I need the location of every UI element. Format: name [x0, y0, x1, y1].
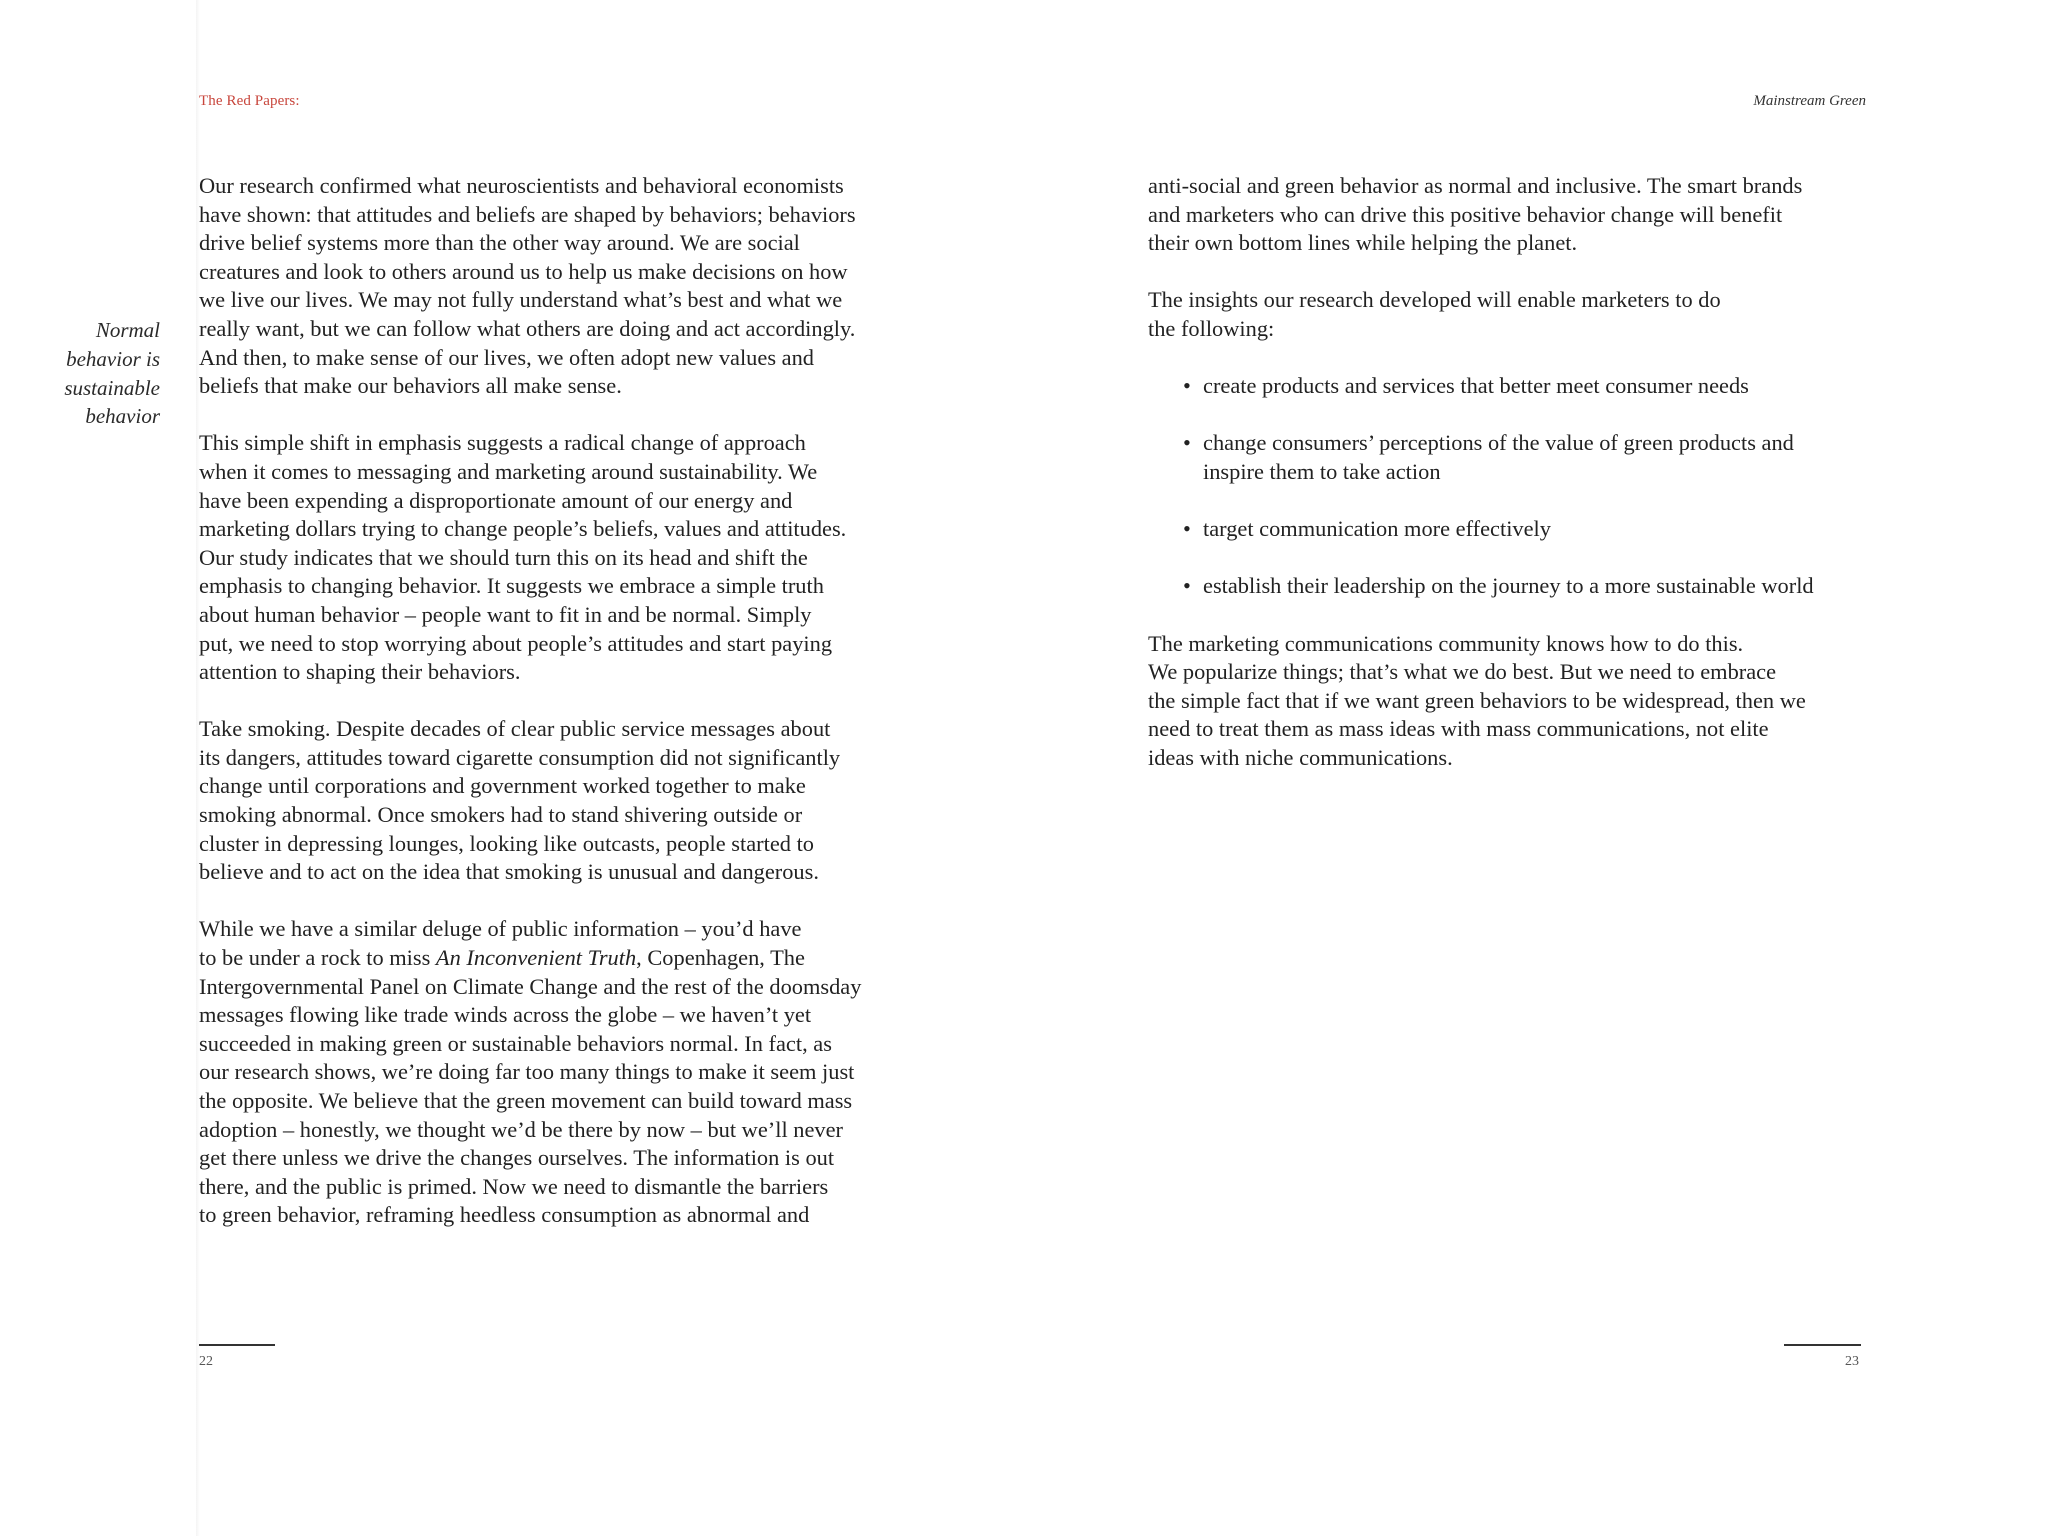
folio-rule-left: [199, 1344, 275, 1346]
body-paragraph: [199, 915, 939, 1230]
list-item: [1148, 429, 1868, 486]
running-head-series-title: The Red Papers:: [199, 93, 300, 109]
film-title: An Inconvenient Truth: [435, 945, 637, 971]
left-page-body: [199, 172, 939, 1259]
page-number-right: 23: [1845, 1354, 1859, 1369]
margin-pull-quote-text: Normal behavior is sustainable behavior: [64, 318, 160, 429]
list-item-text: establish their leadership on the journey to a more sustainable world: [1203, 573, 1814, 599]
list-item: [1148, 372, 1868, 401]
body-paragraph: Our research confirmed what neuroscientists and behavioral economists have shown: that attitudes and beliefs are shaped by behaviors; behaviors drive belief systems more than the other way around. We are social creatures and look to others around us to help us make decisions on how we live our lives. We may not fully understand what’s best and what we really want, but we can follow what others are doing and act accordingly. And then, to make sense of our lives, we often adopt new values and beliefs that make our behaviors all make sense.: [199, 173, 856, 399]
list-item-text: target communication more effectively: [1203, 516, 1551, 542]
body-paragraph: The marketing communications community knows how to do this. We popularize things; that’s what we do best. But we need to embrace the simple fact that if we want green behaviors to be widespread, then we need to treat them as mass ideas with mass communications, not elite ideas with niche communications.: [1148, 630, 1806, 770]
list-item-text: create products and services that better meet consumer needs: [1203, 373, 1749, 399]
bullet-icon: •: [1183, 516, 1191, 542]
bullet-icon: •: [1183, 573, 1191, 599]
body-paragraph: Take smoking. Despite decades of clear public service messages about its dangers, attitudes toward cigarette consumption did not significantly change until corporations and government worked together to make smoking abnormal. Once smokers had to stand shivering outside or cluster in depressing lounges, looking like outcasts, people started to believe and to act on the idea that smoking is unusual and dangerous.: [199, 716, 841, 885]
folio-rule-right: [1784, 1344, 1861, 1346]
body-paragraph: The insights our research developed will enable marketers to do the following:: [1148, 287, 1721, 341]
right-page-body: [1148, 172, 1868, 801]
list-item: [1148, 572, 1868, 601]
running-head-chapter-title: Mainstream Green: [1753, 93, 1866, 109]
body-text-segment: While we have a similar deluge of public information – you’d have to be under a rock to miss: [199, 916, 802, 971]
benefits-list: [1148, 372, 1868, 601]
body-paragraph: anti-social and green behavior as normal and inclusive. The smart brands and marketers who can drive this positive behavior change will benefit their own bottom lines while helping the planet.: [1148, 173, 1803, 256]
list-item: [1148, 515, 1868, 544]
margin-pull-quote: [52, 316, 160, 431]
page-number-left: 22: [199, 1354, 213, 1369]
list-item-text: change consumers’ perceptions of the value of green products and inspire them to take action: [1203, 430, 1794, 484]
bullet-icon: •: [1183, 373, 1191, 399]
bullet-icon: •: [1183, 430, 1191, 456]
body-text-segment: , Copenhagen, The Intergovernmental Panel on Climate Change and the rest of the doomsday messages flowing like trade winds across the globe – we haven’t yet succeeded in making green or sustainable behaviors normal. In fact, as our research shows, we’re doing far too many things to make it seem just the opposite. We believe that the green movement can build toward mass adoption – honestly, we thought we’d be there by now – but we’ll never get there unless we drive the changes ourselves. The information is out there, and the public is primed. Now we need to dismantle the barriers to green behavior, reframing heedless consumption as abnormal and: [199, 945, 862, 1228]
body-paragraph: This simple shift in emphasis suggests a radical change of approach when it comes to messaging and marketing around sustainability. We have been expending a disproportionate amount of our energy and marketing dollars trying to change people’s beliefs, values and attitudes. Our study indicates that we should turn this on its head and shift the emphasis to changing behavior. It suggests we embrace a simple truth about human behavior – people want to fit in and be normal. Simply put, we need to stop worrying about people’s attitudes and start paying attention to shaping their behaviors.: [199, 430, 847, 685]
